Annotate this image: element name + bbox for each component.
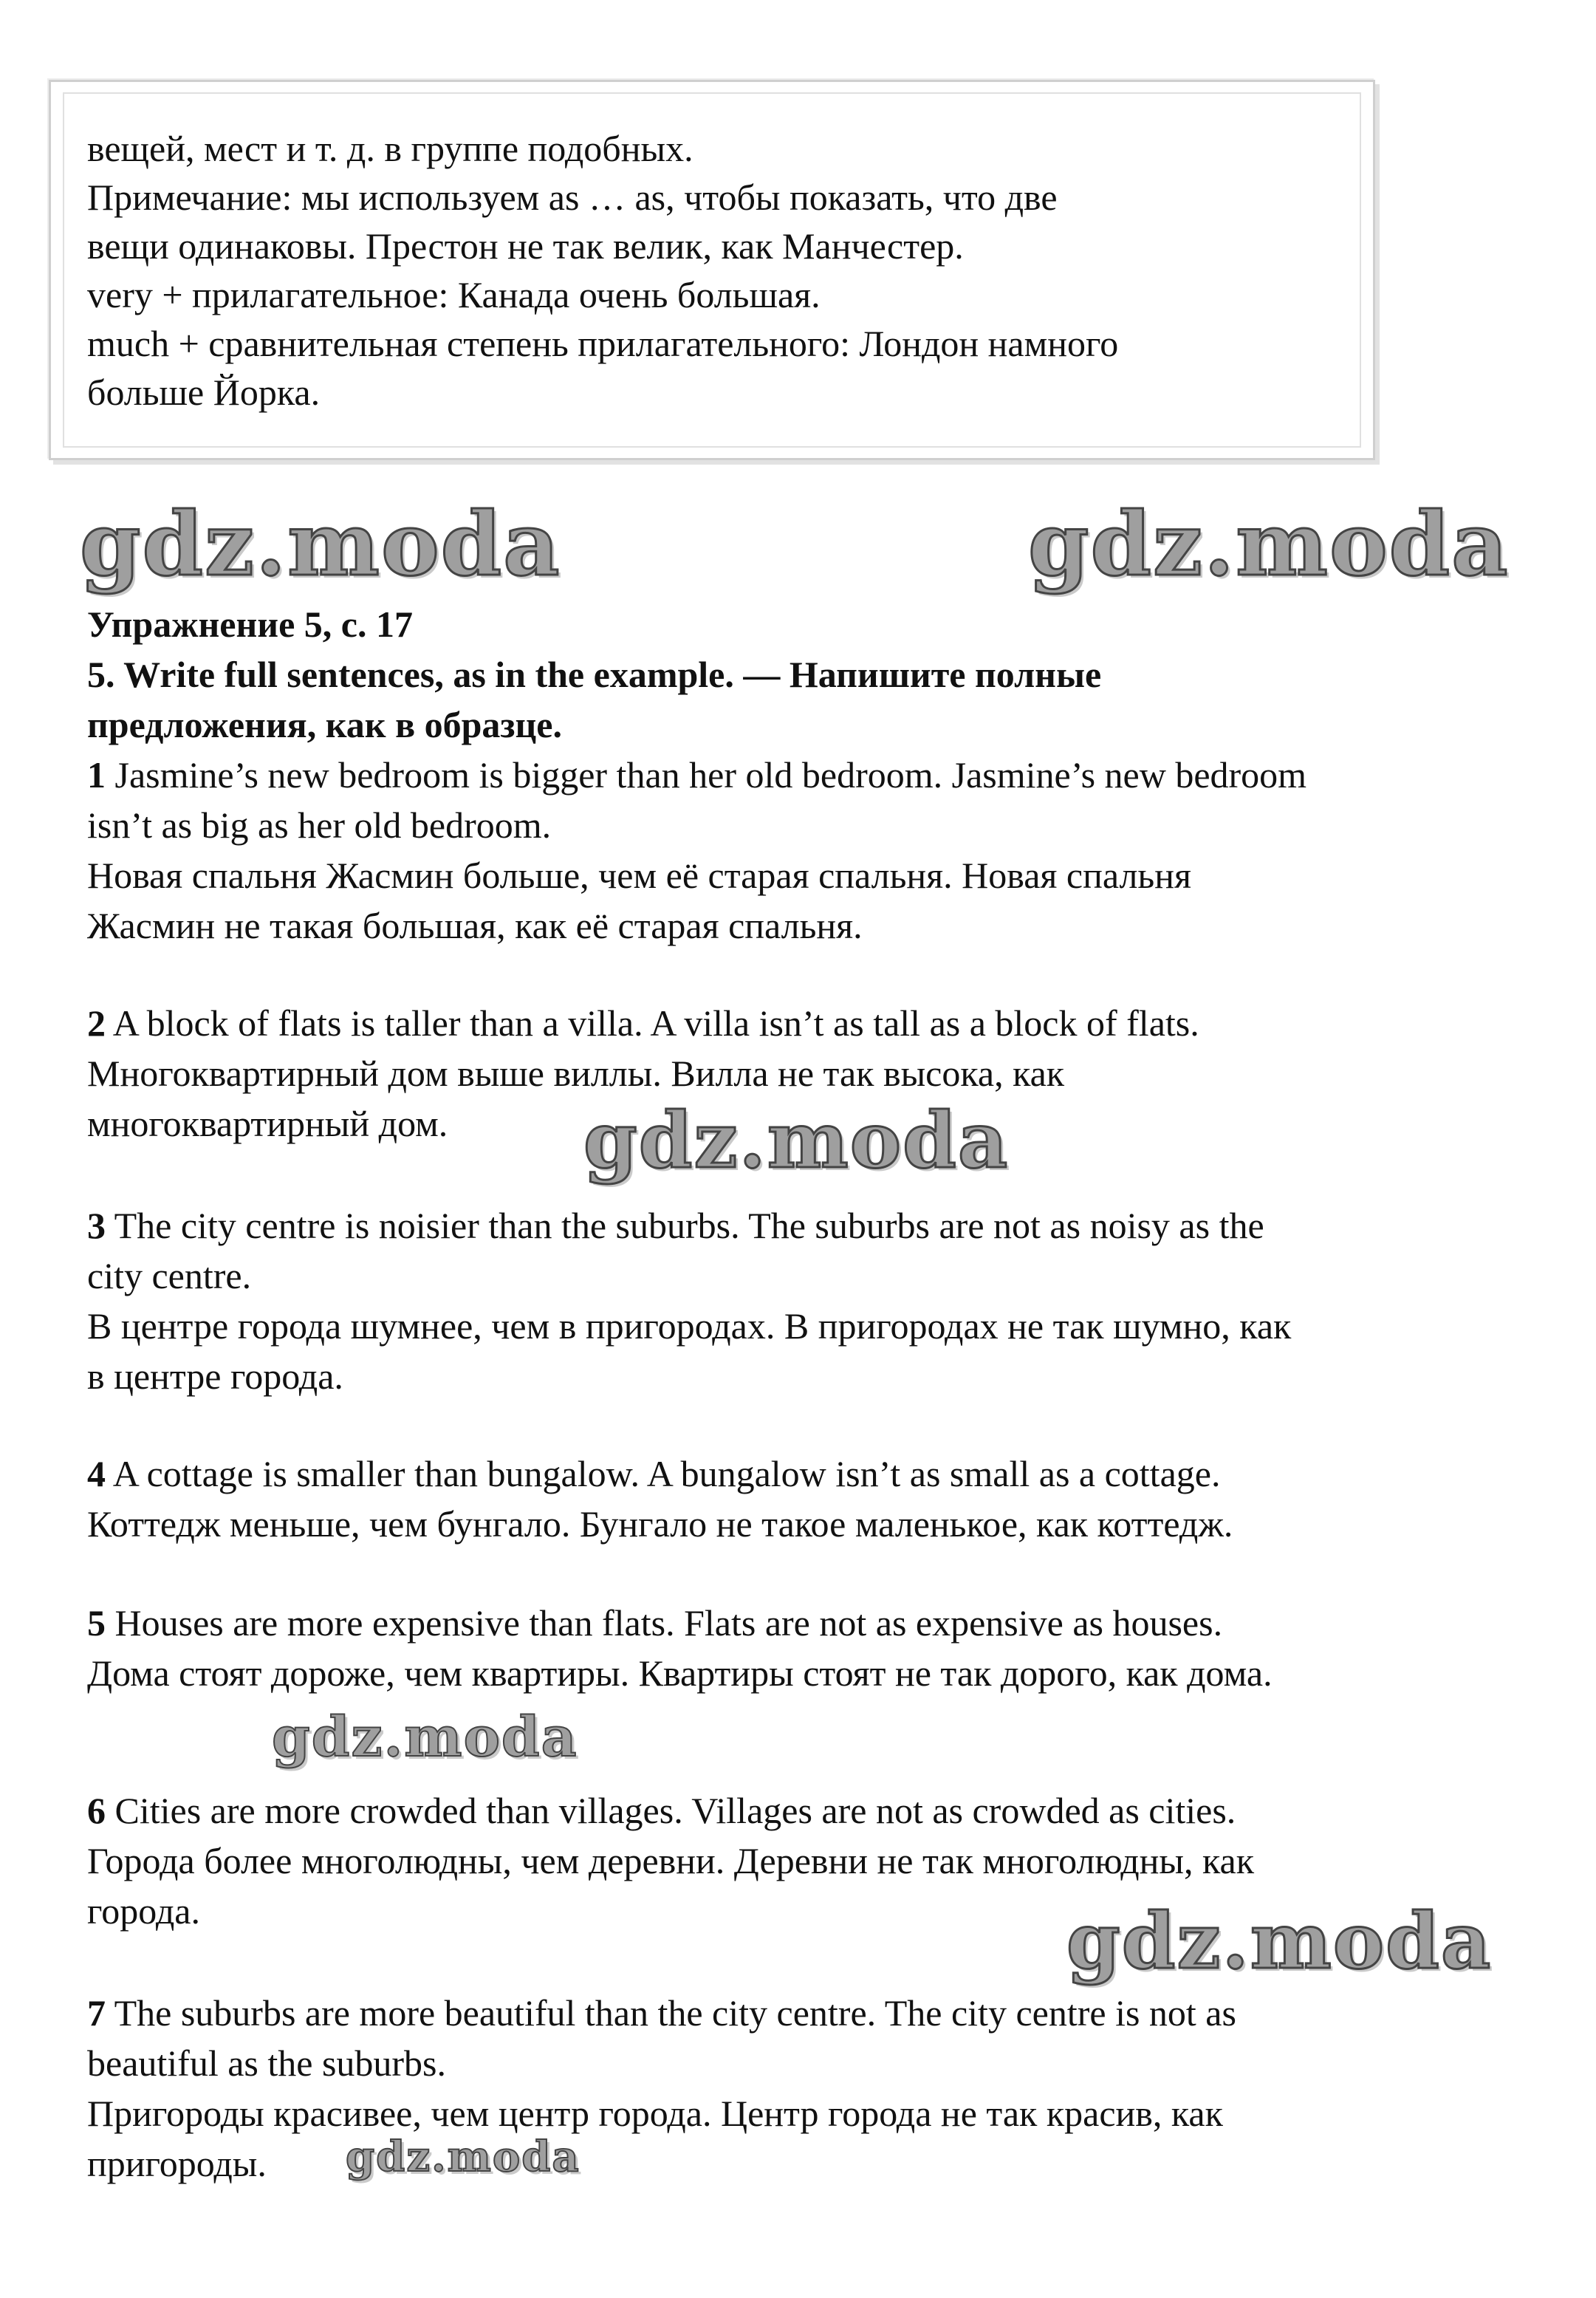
- item-5-line: [87, 1598, 1222, 1647]
- exercise-heading: Упражнение 5, с. 17: [87, 603, 413, 645]
- item-text: Jasmine’s new bedroom is bigger than her old bedroom. Jasmine’s new bedroom: [106, 754, 1307, 796]
- item-4-line: Коттедж меньше, чем бунгало. Бунгало не такое маленькое, как коттедж.: [87, 1503, 1233, 1545]
- item-2-line: [87, 999, 1199, 1047]
- item-text: Houses are more expensive than flats. Flats are not as expensive as houses.: [106, 1602, 1223, 1644]
- item-number: 3: [87, 1205, 106, 1246]
- item-3-line: [87, 1201, 1264, 1250]
- watermark-logo: gdz.moda: [346, 2133, 580, 2181]
- watermark-logo: gdz.moda: [1066, 1895, 1493, 1986]
- item-number: 2: [87, 1002, 106, 1044]
- item-2-line: Многоквартирный дом выше виллы. Вилла не так высока, как: [87, 1053, 1065, 1094]
- watermark-logo: gdz.moda: [80, 493, 561, 595]
- item-1-line: Жасмин не такая большая, как её старая спальня.: [87, 905, 863, 946]
- watermark-logo: gdz.moda: [1028, 493, 1510, 595]
- item-6-line: [87, 1786, 1236, 1835]
- note-line: вещей, мест и т. д. в группе подобных.: [87, 128, 693, 169]
- item-6-line: города.: [87, 1890, 200, 1932]
- item-1-line: isn’t as big as her old bedroom.: [87, 804, 552, 846]
- item-1-line: [87, 750, 1306, 799]
- item-2-line: многоквартирный дом.: [87, 1103, 448, 1144]
- item-7-line: beautiful as the suburbs.: [87, 2042, 447, 2084]
- item-7-line: пригороды.: [87, 2143, 267, 2184]
- note-line: Примечание: мы используем as … as, чтобы показать, что две: [87, 177, 1058, 218]
- exercise-task: 5. Write full sentences, as in the example. — Напишите полные: [87, 654, 1102, 695]
- item-3-line: в центре города.: [87, 1355, 343, 1397]
- item-text: The suburbs are more beautiful than the city centre. The city centre is not as: [106, 1992, 1236, 2034]
- item-7-line: Пригороды красивее, чем центр города. Центр города не так красив, как: [87, 2093, 1223, 2134]
- item-3-line: city centre.: [87, 1255, 252, 1296]
- note-line: much + сравнительная степень прилагательного: Лондон намного: [87, 323, 1119, 364]
- item-text: A cottage is smaller than bungalow. A bungalow isn’t as small as a cottage.: [106, 1453, 1221, 1494]
- item-1-line: Новая спальня Жасмин больше, чем её старая спальня. Новая спальня: [87, 855, 1191, 896]
- note-line: больше Йорка.: [87, 372, 321, 413]
- exercise-task: предложения, как в образце.: [87, 704, 562, 745]
- item-text: Cities are more crowded than villages. Villages are not as crowded as cities.: [106, 1790, 1236, 1831]
- note-line: вещи одинаковы. Престон не так велик, как Манчестер.: [87, 225, 964, 267]
- watermark-logo: gdz.moda: [272, 1706, 578, 1769]
- item-number: 5: [87, 1602, 106, 1644]
- item-3-line: В центре города шумнее, чем в пригородах. В пригородах не так шумно, как: [87, 1305, 1292, 1347]
- item-5-line: Дома стоят дороже, чем квартиры. Квартиры стоят не так дорого, как дома.: [87, 1652, 1273, 1694]
- item-4-line: [87, 1449, 1220, 1498]
- item-7-line: [87, 1988, 1236, 2037]
- watermark-logo: gdz.moda: [583, 1095, 1010, 1186]
- item-6-line: Города более многолюдны, чем деревни. Деревни не так многолюдны, как: [87, 1840, 1255, 1881]
- item-text: A block of flats is taller than a villa. A villa isn’t as tall as a block of flats.: [106, 1002, 1199, 1044]
- item-number: 4: [87, 1453, 106, 1494]
- item-number: 6: [87, 1790, 106, 1831]
- item-text: The city centre is noisier than the suburbs. The suburbs are not as noisy as the: [106, 1205, 1264, 1246]
- item-number: 1: [87, 754, 106, 796]
- item-number: 7: [87, 1992, 106, 2034]
- note-line: very + прилагательное: Канада очень большая.: [87, 274, 821, 315]
